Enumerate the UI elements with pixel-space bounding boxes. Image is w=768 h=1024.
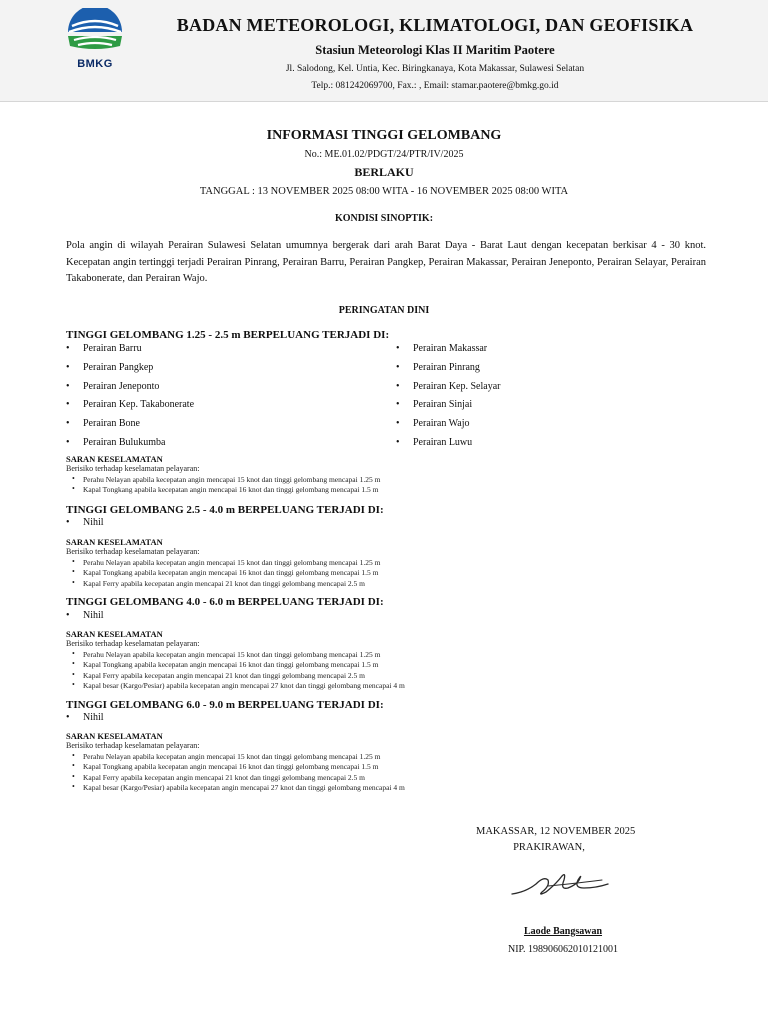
signatory-nip: NIP. 198906062010121001 [507, 944, 618, 955]
safety-advice-heading: SARAN KESELAMATAN [66, 629, 163, 639]
location-list-left [66, 709, 366, 728]
location-item: • Perairan Pinrang [396, 359, 696, 378]
safety-advice-list [72, 752, 405, 794]
location-item: • Perairan Bulukumba [66, 434, 366, 453]
safety-advice-item: • Perahu Nelayan apabila kecepatan angin mencapai 15 knot dan tinggi gelombang mencapai 1.25 m [72, 558, 380, 568]
safety-advice-item: • Kapal Ferry apabila kecepatan angin mencapai 21 knot dan tinggi gelombang mencapai 2.5 m [72, 671, 405, 681]
wave-height-heading: TINGGI GELOMBANG 4.0 - 6.0 m BERPELUANG TERJADI DI: [66, 596, 384, 608]
safety-advice-item: • Kapal Tongkang apabila kecepatan angin mencapai 16 knot dan tinggi gelombang mencapai 1.5 m [72, 762, 405, 772]
safety-advice-item: • Perahu Nelayan apabila kecepatan angin mencapai 15 knot dan tinggi gelombang mencapai 1.25 m [72, 475, 380, 485]
safety-advice-item: • Kapal besar (Kargo/Pesiar) apabila kecepatan angin mencapai 27 knot dan tinggi gelombang mencapai 4 m [72, 783, 405, 793]
location-item: • Perairan Kep. Takabonerate [66, 396, 366, 415]
location-item: • Perairan Makassar [396, 340, 696, 359]
safety-advice-heading: SARAN KESELAMATAN [66, 454, 163, 464]
location-item: • Perairan Jeneponto [66, 378, 366, 397]
safety-advice-list [72, 475, 380, 496]
location-item: • Perairan Pangkep [66, 359, 366, 378]
signature-place-date: MAKASSAR, 12 NOVEMBER 2025 [476, 826, 636, 837]
location-item: • Nihil [66, 607, 366, 626]
signatory-name: Laode Bangsawan [523, 926, 603, 937]
location-item: • Nihil [66, 709, 366, 728]
safety-advice-item: • Kapal besar (Kargo/Pesiar) apabila kecepatan angin mencapai 27 knot dan tinggi gelombang mencapai 4 m [72, 681, 405, 691]
handwritten-signature [508, 866, 616, 902]
station-name: Stasiun Meteorologi Klas II Maritim Paotere [315, 43, 555, 57]
synoptic-heading: KONDISI SINOPTIK: [334, 213, 434, 224]
location-item: • Perairan Kep. Selayar [396, 378, 696, 397]
safety-advice-intro: Berisiko terhadap keselamatan pelayaran: [66, 547, 200, 556]
document-title: INFORMASI TINGGI GELOMBANG [266, 128, 502, 143]
safety-advice-item: • Kapal Ferry apabila kecepatan angin mencapai 21 knot dan tinggi gelombang mencapai 2.5 m [72, 773, 405, 783]
document-number: No.: ME.01.02/PDGT/24/PTR/IV/2025 [304, 149, 464, 160]
station-address: Jl. Salodong, Kel. Untia, Kec. Biringkanaya, Kota Makassar, Sulawesi Selatan [285, 64, 585, 74]
organization-title: BADAN METEOROLOGI, KLIMATOLOGI, DAN GEOFISIKA [176, 15, 694, 35]
safety-advice-item: • Kapal Tongkang apabila kecepatan angin mencapai 16 knot dan tinggi gelombang mencapai 1.5 m [72, 568, 380, 578]
safety-advice-list [72, 558, 380, 589]
early-warning-heading: PERINGATAN DINI [338, 305, 430, 316]
safety-advice-list [72, 650, 405, 692]
synoptic-paragraph: Pola angin di wilayah Perairan Sulawesi Selatan umumnya bergerak dari arah Barat Daya - Barat Laut dengan kecepatan berkisar 4 - 30 knot. Kecepatan angin tertinggi terjadi Perairan Pinrang, Perairan Barru, Perairan Pangkep, Perairan Makassar, Perairan Jeneponto, Perairan Selayar, Perairan Takabonerate, dan Perairan Wajo. [66, 240, 706, 284]
location-item: • Perairan Bone [66, 415, 366, 434]
safety-advice-item: • Perahu Nelayan apabila kecepatan angin mencapai 15 knot dan tinggi gelombang mencapai 1.25 m [72, 752, 405, 762]
safety-advice-item: • Kapal Tongkang apabila kecepatan angin mencapai 16 knot dan tinggi gelombang mencapai 1.5 m [72, 660, 405, 670]
location-list-left [66, 607, 366, 626]
safety-advice-intro: Berisiko terhadap keselamatan pelayaran: [66, 741, 200, 750]
location-item: • Perairan Barru [66, 340, 366, 359]
location-item: • Perairan Wajo [396, 415, 696, 434]
safety-advice-item: • Kapal Tongkang apabila kecepatan angin mencapai 16 knot dan tinggi gelombang mencapai 1.5 m [72, 485, 380, 495]
safety-advice-item: • Kapal Ferry apabila kecepatan angin mencapai 21 knot dan tinggi gelombang mencapai 2.5 m [72, 579, 380, 589]
wave-height-heading: TINGGI GELOMBANG 6.0 - 9.0 m BERPELUANG TERJADI DI: [66, 699, 384, 711]
signature-role: PRAKIRAWAN, [513, 842, 585, 853]
safety-advice-heading: SARAN KESELAMATAN [66, 731, 163, 741]
station-contact: Telp.: 081242069700, Fax.: , Email: stamar.paotere@bmkg.go.id [311, 81, 559, 91]
location-list-left [66, 340, 366, 453]
location-item: • Perairan Luwu [396, 434, 696, 453]
safety-advice-heading: SARAN KESELAMATAN [66, 537, 163, 547]
location-list-right [396, 340, 696, 453]
wave-height-heading: TINGGI GELOMBANG 2.5 - 4.0 m BERPELUANG TERJADI DI: [66, 504, 384, 516]
logo-label: BMKG [77, 58, 113, 70]
safety-advice-item: • Perahu Nelayan apabila kecepatan angin mencapai 15 knot dan tinggi gelombang mencapai 1.25 m [72, 650, 405, 660]
validity-period: TANGGAL : 13 NOVEMBER 2025 08:00 WITA - 16 NOVEMBER 2025 08:00 WITA [199, 186, 569, 197]
location-list-left [66, 514, 366, 533]
validity-heading: BERLAKU [354, 165, 414, 179]
safety-advice-intro: Berisiko terhadap keselamatan pelayaran: [66, 639, 200, 648]
location-item: • Nihil [66, 514, 366, 533]
location-item: • Perairan Sinjai [396, 396, 696, 415]
safety-advice-intro: Berisiko terhadap keselamatan pelayaran: [66, 464, 200, 473]
wave-height-heading: TINGGI GELOMBANG 1.25 - 2.5 m BERPELUANG TERJADI DI: [66, 329, 390, 341]
